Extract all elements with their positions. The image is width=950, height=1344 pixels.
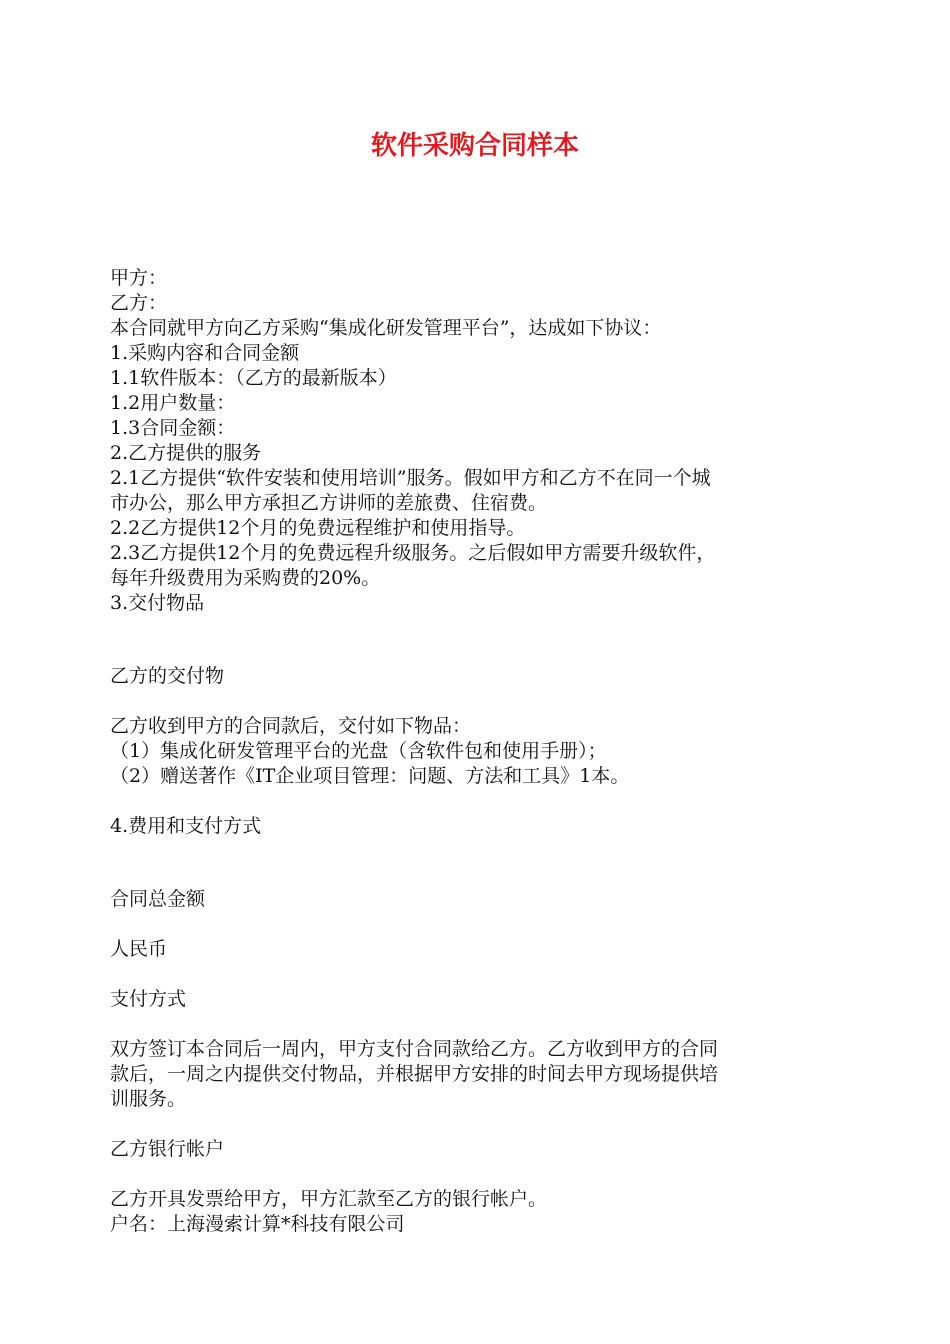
section-1-2: 1.2用户数量： [110, 392, 236, 414]
section-2-1-line-2: 市办公，那么甲方承担乙方讲师的差旅费、住宿费。 [110, 492, 548, 514]
invoice-line: 乙方开具发票给甲方，甲方汇款至乙方的银行帐户。 [110, 1188, 548, 1210]
spacer [110, 1162, 845, 1187]
section-2-2: 2.2乙方提供12个月的免费远程维护和使用指导。 [110, 517, 526, 539]
section-3-heading: 3.交付物品 [110, 592, 205, 614]
payment-method-label: 支付方式 [110, 988, 187, 1010]
contract-intro: 本合同就甲方向乙方采购“集成化研发管理平台”，达成如下协议： [110, 317, 662, 339]
party-a-line: 甲方： [110, 267, 168, 289]
account-name-line: 户名：上海漫索计算*科技有限公司 [110, 1213, 405, 1235]
section-1-3: 1.3合同金额： [110, 417, 236, 439]
spacer [110, 962, 845, 987]
spacer [110, 912, 845, 937]
spacer [110, 616, 845, 664]
section-2-3-line-2: 每年升级费用为采购费的20%。 [110, 567, 381, 589]
section-2-3-line-1: 2.3乙方提供12个月的免费远程升级服务。之后假如甲方需要升级软件， [110, 542, 716, 564]
section-2-1-line-1: 2.1乙方提供“软件安装和使用培训”服务。假如甲方和乙方不在同一个城 [110, 467, 711, 489]
spacer [110, 689, 845, 714]
document-body [110, 266, 845, 1237]
section-1-1: 1.1软件版本：（乙方的最新版本） [110, 367, 397, 389]
spacer [110, 789, 845, 814]
section-4-heading: 4.费用和支付方式 [110, 815, 262, 837]
spacer [110, 839, 845, 887]
payment-terms-line-3: 训服务。 [110, 1088, 187, 1110]
section-1-heading: 1.采购内容和合同金额 [110, 342, 300, 364]
total-amount-label: 合同总金额 [110, 888, 206, 910]
bank-account-heading: 乙方银行帐户 [110, 1138, 225, 1160]
deliverables-intro: 乙方收到甲方的合同款后，交付如下物品： [110, 715, 472, 737]
spacer [110, 1112, 845, 1137]
section-2-heading: 2.乙方提供的服务 [110, 442, 262, 464]
deliverables-heading: 乙方的交付物 [110, 665, 225, 687]
spacer [110, 1012, 845, 1037]
party-b-line: 乙方： [110, 292, 168, 314]
document-title: 软件采购合同样本 [370, 131, 579, 161]
currency-label: 人民币 [110, 938, 168, 960]
payment-terms-line-2: 款后，一周之内提供交付物品，并根据甲方安排的时间去甲方现场提供培 [110, 1063, 719, 1085]
payment-terms-line-1: 双方签订本合同后一周内，甲方支付合同款给乙方。乙方收到甲方的合同 [110, 1038, 719, 1060]
deliverable-item-2: （2）赠送著作《IT企业项目管理：问题、方法和工具》1本。 [110, 765, 630, 787]
deliverable-item-1: （1）集成化研发管理平台的光盘（含软件包和使用手册）； [110, 740, 607, 762]
